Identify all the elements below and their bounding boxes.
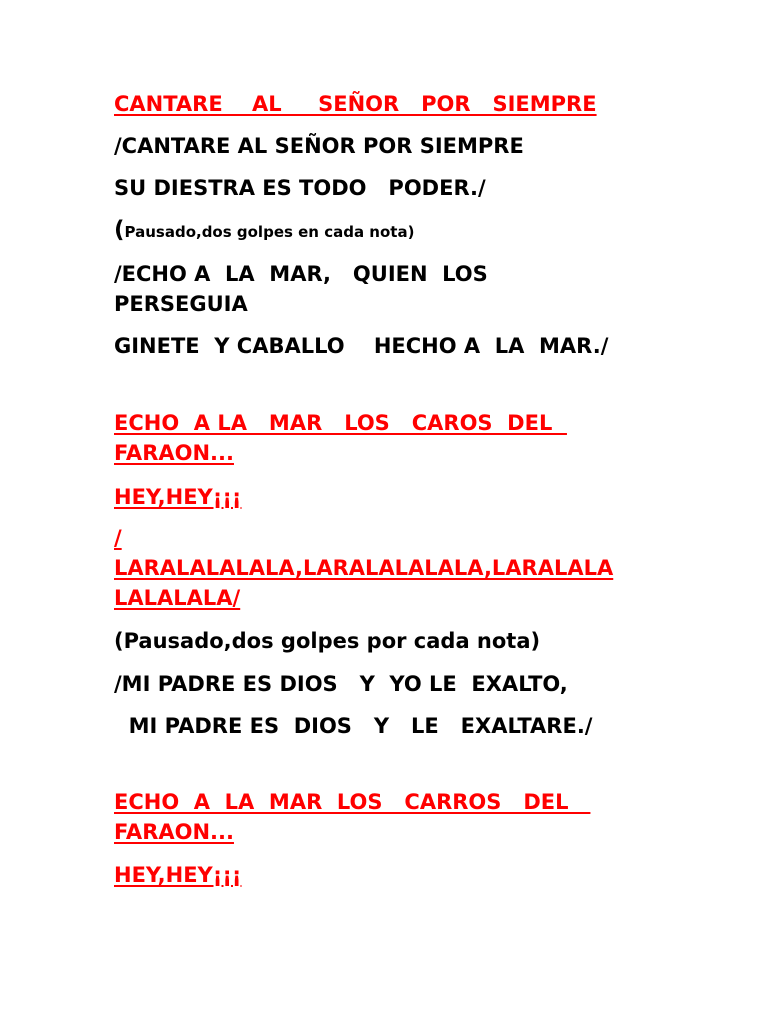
- chorus-line: /: [114, 526, 122, 550]
- chorus-line: LARALALALALA,LARALALALALA,LARALALA: [114, 556, 614, 580]
- chorus-line: FARAON...: [114, 820, 234, 844]
- lyric-line: SU DIESTRA ES TODO PODER./: [114, 176, 486, 200]
- performance-note: (Pausado,dos golpes por cada nota): [114, 629, 541, 653]
- lyric-line: /MI PADRE ES DIOS Y YO LE EXALTO,: [114, 672, 568, 696]
- chorus-line: LALALALA/: [114, 586, 241, 610]
- chorus-line: FARAON...: [114, 441, 234, 465]
- lyric-line: PERSEGUIA: [114, 292, 248, 316]
- note-text: Pausado,dos golpes en cada nota): [124, 223, 415, 241]
- song-title: CANTARE AL SEÑOR POR SIEMPRE: [114, 92, 597, 116]
- lyric-line: GINETE Y CABALLO HECHO A LA MAR./: [114, 334, 609, 358]
- lyric-line: /CANTARE AL SEÑOR POR SIEMPRE: [114, 134, 524, 158]
- chorus-line: ECHO A LA MAR LOS CARROS DEL: [114, 790, 591, 814]
- performance-note: [114, 214, 414, 248]
- chorus-line: HEY,HEY¡¡¡: [114, 485, 242, 509]
- lyric-line: MI PADRE ES DIOS Y LE EXALTARE./: [114, 714, 593, 738]
- note-open-paren: (: [114, 217, 125, 243]
- lyric-line: /ECHO A LA MAR, QUIEN LOS: [114, 262, 488, 286]
- chorus-line: ECHO A LA MAR LOS CAROS DEL: [114, 411, 567, 435]
- chorus-line: HEY,HEY¡¡¡: [114, 863, 242, 887]
